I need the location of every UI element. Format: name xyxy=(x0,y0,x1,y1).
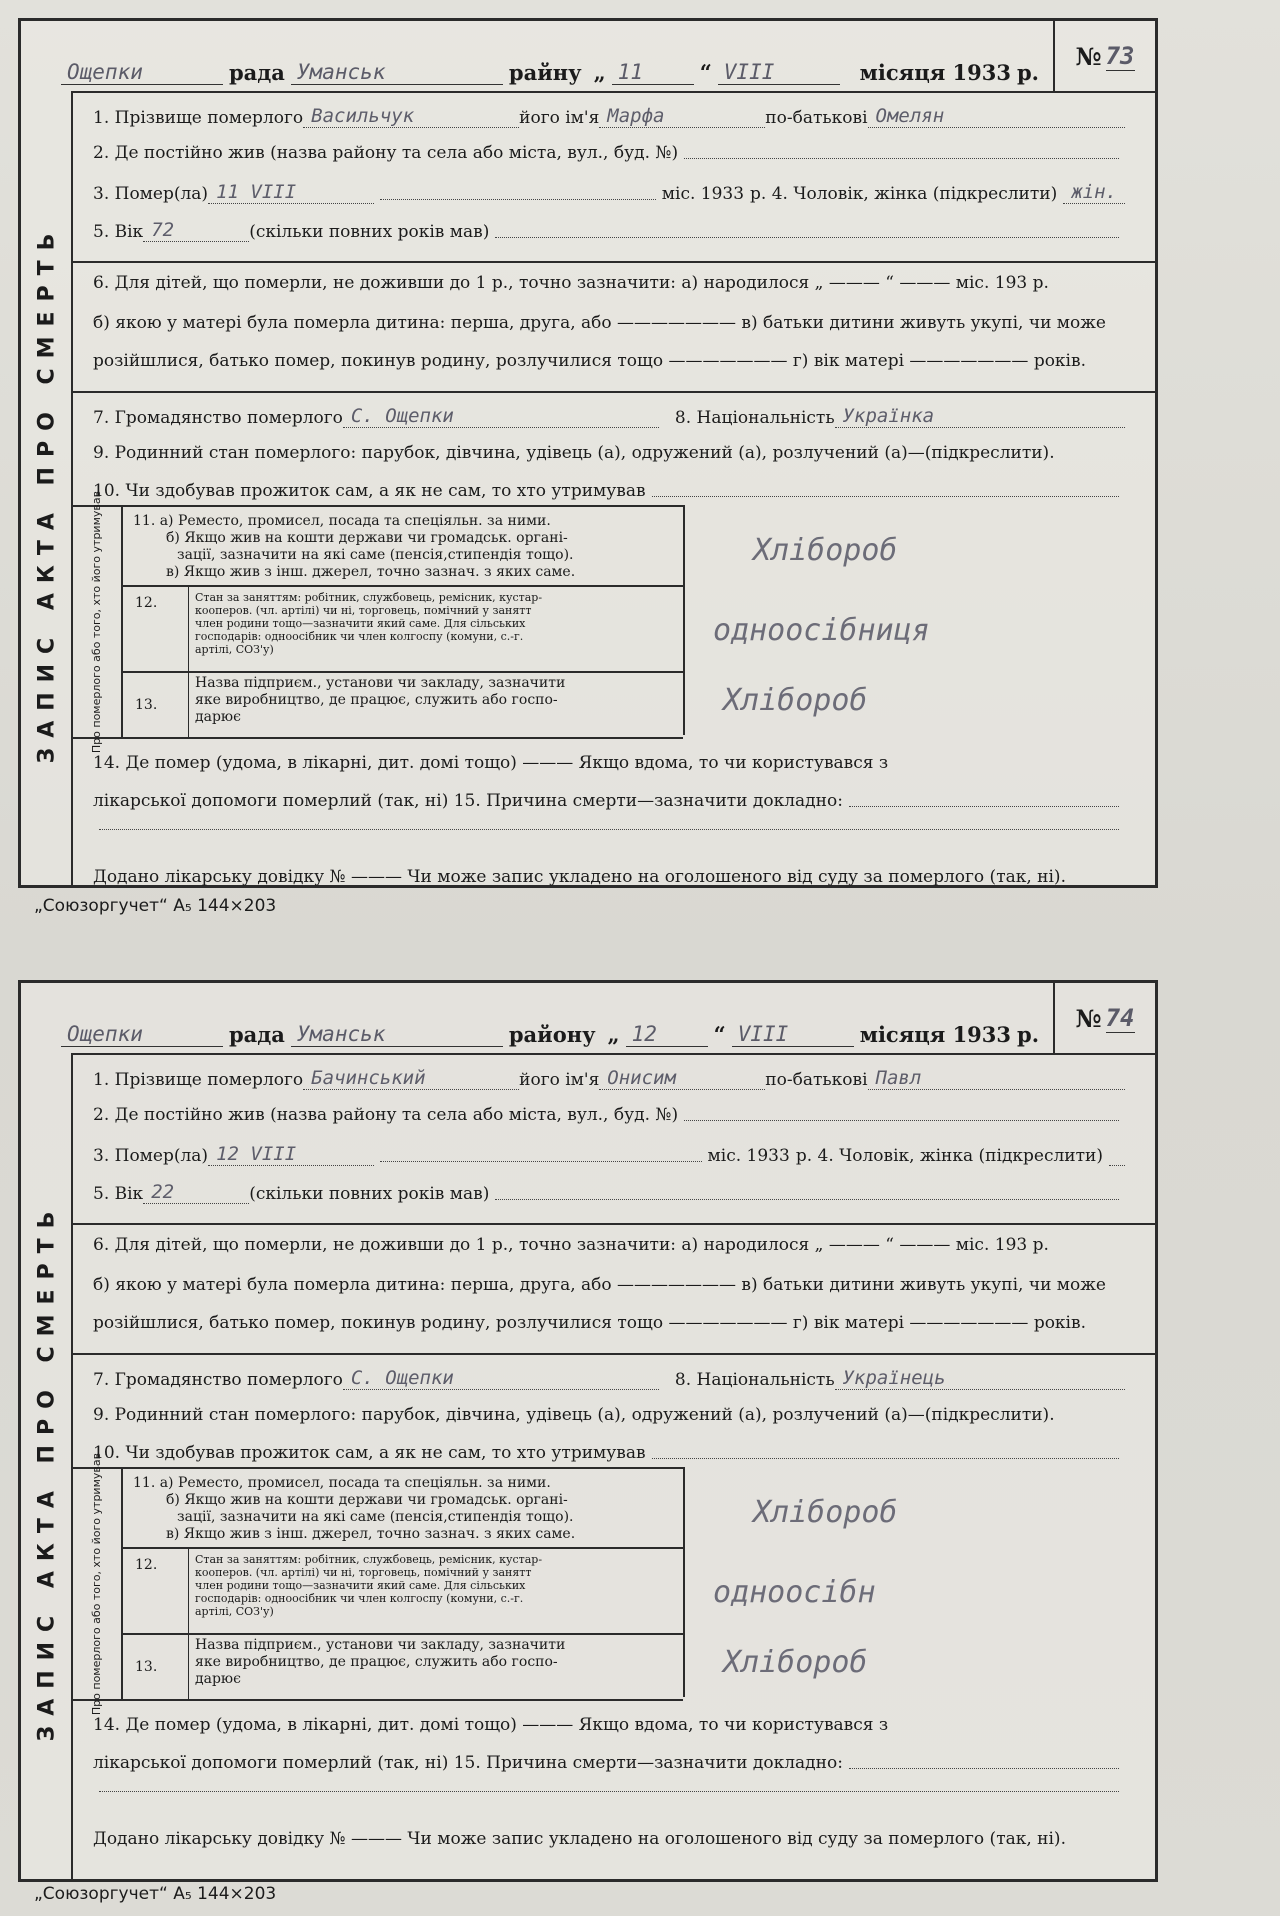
month-field: VIII xyxy=(732,1022,854,1047)
print-footer: „Союзоргучет“ А₅ 144×203 xyxy=(34,1884,277,1904)
name-field: Онисим xyxy=(599,1067,765,1090)
row-6b: б) якою у матері була померла дитина: перша, друга, або ——————— в) батьки дитини живуть укупі, чи може xyxy=(93,313,1106,333)
row-2: 2. Де постійно жив (назва району та села або міста, вул., буд. №) xyxy=(93,143,1125,163)
row-1: 1. Прізвище померлого Бачинський його ім'я Онисим по-батькові Павл xyxy=(93,1067,1125,1090)
print-footer: „Союзоргучет“ А₅ 144×203 xyxy=(34,896,277,916)
death-date-field: 11 VIII xyxy=(208,181,374,204)
side-label: Про померлого або того, хто його утримував xyxy=(90,490,104,754)
citizenship-field: С. Ощепки xyxy=(343,405,659,428)
card-header: Ощепки рада Уманськ райну „ 11 “ VIII місяця 193 3 р. xyxy=(61,35,1045,85)
patronymic-field: Павл xyxy=(868,1067,1125,1090)
row-12-number: 12. xyxy=(135,595,158,611)
row-7: 7. Громадянство померлого С. Ощепки 8. Національність Українець xyxy=(93,1367,1125,1390)
year-digit: 3 xyxy=(996,60,1011,85)
row-12-text: Стан за заняттям: робітник, службовець, ремісник, кустар- кооперов. (чл. артілі) чи ні, торговець, помічний у занятт член родини тощо—зазначити який саме. Для сільських господарів: одноосібник чи член колгоспу (комуни, с.-г. артілі, СОЗ'у) xyxy=(195,591,543,656)
row-6c: розійшлися, батько помер, покинув родину, розлучилися тощо ——————— г) вік матері ——————— років. xyxy=(93,351,1086,371)
row-13-text: Назва підприєм., установи чи закладу, зазначити яке виробництво, де працює, служить або госпо- дарює xyxy=(195,1637,566,1687)
record-body xyxy=(71,91,1155,885)
row-15-line xyxy=(93,829,1125,834)
status-note: одноосібн xyxy=(713,1575,876,1610)
status-note: одноосібниця xyxy=(713,613,930,648)
enterprise-note: Хлібороб xyxy=(723,683,868,718)
death-record-card xyxy=(18,18,1158,888)
row-10: 10. Чи здобував прожиток сам, а як не сам, то хто утримував xyxy=(93,1443,1125,1463)
row-6a: 6. Для дітей, що померли, не доживши до 1 р., точно зазначити: а) народилося „ ——— “ ——— міс. 193 р. xyxy=(93,1235,1049,1255)
surname-field: Васильчук xyxy=(303,105,519,128)
occupation-note: Хлібороб xyxy=(753,533,898,568)
number-label: № xyxy=(1075,41,1102,71)
age-field: 72 xyxy=(143,219,249,242)
row-14a: 14. Де помер (удома, в лікарні, дит. домі тощо) ——— Якщо вдома, то чи користувався з xyxy=(93,1715,889,1735)
row-3: 3. Помер(ла) 12 VIII міс. 193 3 р. 4. Чоловік, жінка (підкреслити) xyxy=(93,1143,1125,1166)
row-9: 9. Родинний стан померлого: парубок, дівчина, удівець (а), одружений (а), розлучений (а)—(підкреслити). xyxy=(93,1405,1055,1425)
row-14b: лікарської допомоги померлий (так, ні) 15. Причина смерти—зазначити докладно: xyxy=(93,791,1125,811)
citizenship-field: С. Ощепки xyxy=(343,1367,659,1390)
year-suffix: р. xyxy=(1017,1022,1040,1047)
row-9: 9. Родинний стан померлого: парубок, дівчина, удівець (а), одружений (а), розлучений (а)—(підкреслити). xyxy=(93,443,1055,463)
row-3: 3. Помер(ла) 11 VIII міс. 193 3 р. 4. Чоловік, жінка (підкреслити) жін. xyxy=(93,181,1125,204)
record-number: 73 xyxy=(1105,41,1135,70)
row-7: 7. Громадянство померлого С. Ощепки 8. Національність Українка xyxy=(93,405,1125,428)
district-label: району xyxy=(508,1022,596,1047)
death-date-field: 12 VIII xyxy=(208,1143,374,1166)
card-header: Ощепки рада Уманськ району „ 12 “ VIII місяця 193 3 р. xyxy=(61,997,1045,1047)
year-digit: 3 xyxy=(996,1022,1012,1047)
row-11-text: 11. а) Реместо, промисел, посада та спеціяльн. за ними. б) Якщо жив на кошти держави чи громадськ. органі- зації, зазначити на які саме (пенсія,стипендія тощо). в) Якщо жив з інш. джерел, точно зазнач. з яких саме. xyxy=(133,1475,576,1542)
row-14a: 14. Де помер (удома, в лікарні, дит. домі тощо) ——— Якщо вдома, то чи користувався з xyxy=(93,753,889,773)
record-number: 74 xyxy=(1105,1003,1135,1032)
rada-label: рада xyxy=(228,1022,285,1047)
sex-note xyxy=(1109,1165,1125,1166)
sex-note: жін. xyxy=(1063,181,1125,204)
district-field: Уманськ xyxy=(291,1022,503,1047)
surname-field: Бачинський xyxy=(303,1067,519,1090)
enterprise-note: Хлібороб xyxy=(723,1645,868,1680)
name-field: Марфа xyxy=(599,105,765,128)
record-body xyxy=(71,1053,1155,1879)
row-6b: б) якою у матері була померла дитина: перша, друга, або ——————— в) батьки дитини живуть укупі, чи може xyxy=(93,1275,1106,1295)
occupation-note: Хлібороб xyxy=(753,1495,898,1530)
row-6c: розійшлися, батько помер, покинув родину, розлучилися тощо ——————— г) вік матері ——————— років. xyxy=(93,1313,1086,1333)
row-12-number: 12. xyxy=(135,1557,158,1573)
row-6a: 6. Для дітей, що померли, не доживши до 1 р., точно зазначити: а) народилося „ ——— “ ——— міс. 193 р. xyxy=(93,273,1049,293)
row-1: 1. Прізвище померлого Васильчук його ім'я Марфа по-батькові Омелян xyxy=(93,105,1125,128)
district-field: Уманськ xyxy=(291,60,503,85)
council-field: Ощепки xyxy=(61,60,223,85)
district-label: райну xyxy=(508,60,582,85)
vertical-title: ЗАПИС АКТА ПРО СМЕРТЬ xyxy=(34,223,60,763)
patronymic-field: Омелян xyxy=(868,105,1125,128)
row-15-line xyxy=(93,1791,1125,1796)
row-13-number: 13. xyxy=(135,697,158,713)
number-label: № xyxy=(1075,1003,1102,1033)
row-5: 5. Вік 22 (скільки повних років мав) xyxy=(93,1181,1125,1204)
nationality-field: Українець xyxy=(835,1367,1125,1390)
row-11-text: 11. а) Реместо, промисел, посада та спеціяльн. за ними. б) Якщо жив на кошти держави чи громадськ. органі- зації, зазначити на які саме (пенсія,стипендія тощо). в) Якщо жив з інш. джерел, точно зазнач. з яких саме. xyxy=(133,513,576,580)
row-14b: лікарської допомоги померлий (так, ні) 15. Причина смерти—зазначити докладно: xyxy=(93,1753,1125,1773)
record-number-box xyxy=(1053,21,1155,93)
record-number-box xyxy=(1053,983,1155,1055)
vertical-title: ЗАПИС АКТА ПРО СМЕРТЬ xyxy=(34,1201,60,1741)
day-field: 11 xyxy=(612,60,694,85)
row-2: 2. Де постійно жив (назва району та села або міста, вул., буд. №) xyxy=(93,1105,1125,1125)
month-label: місяця 193 xyxy=(859,60,997,85)
day-field: 12 xyxy=(626,1022,708,1047)
rada-label: рада xyxy=(229,60,285,85)
row-10: 10. Чи здобував прожиток сам, а як не сам, то хто утримував xyxy=(93,481,1125,501)
year-suffix: р. xyxy=(1017,60,1039,85)
row-13-text: Назва підприєм., установи чи закладу, зазначити яке виробництво, де працює, служить або госпо- дарює xyxy=(195,675,566,725)
nationality-field: Українка xyxy=(835,405,1125,428)
death-record-card xyxy=(18,980,1158,1882)
side-label: Про померлого або того, хто його утримував xyxy=(90,1452,104,1716)
month-label: місяця 193 xyxy=(859,1022,997,1047)
row-5: 5. Вік 72 (скільки повних років мав) xyxy=(93,219,1125,242)
council-field: Ощепки xyxy=(61,1022,223,1047)
row-16: Додано лікарську довідку № ——— Чи може запис укладено на оголошеного від суду за померлого (так, ні). xyxy=(93,1829,1066,1849)
month-field: VIII xyxy=(718,60,840,85)
row-16: Додано лікарську довідку № ——— Чи може запис укладено на оголошеного від суду за померлого (так, ні). xyxy=(93,867,1066,887)
age-field: 22 xyxy=(143,1181,249,1204)
row-12-text: Стан за заняттям: робітник, службовець, ремісник, кустар- кооперов. (чл. артілі) чи ні, торговець, помічний у занятт член родини тощо—зазначити який саме. Для сільських господарів: одноосібник чи член колгоспу (комуни, с.-г. артілі, СОЗ'у) xyxy=(195,1553,543,1618)
row-13-number: 13. xyxy=(135,1659,158,1675)
